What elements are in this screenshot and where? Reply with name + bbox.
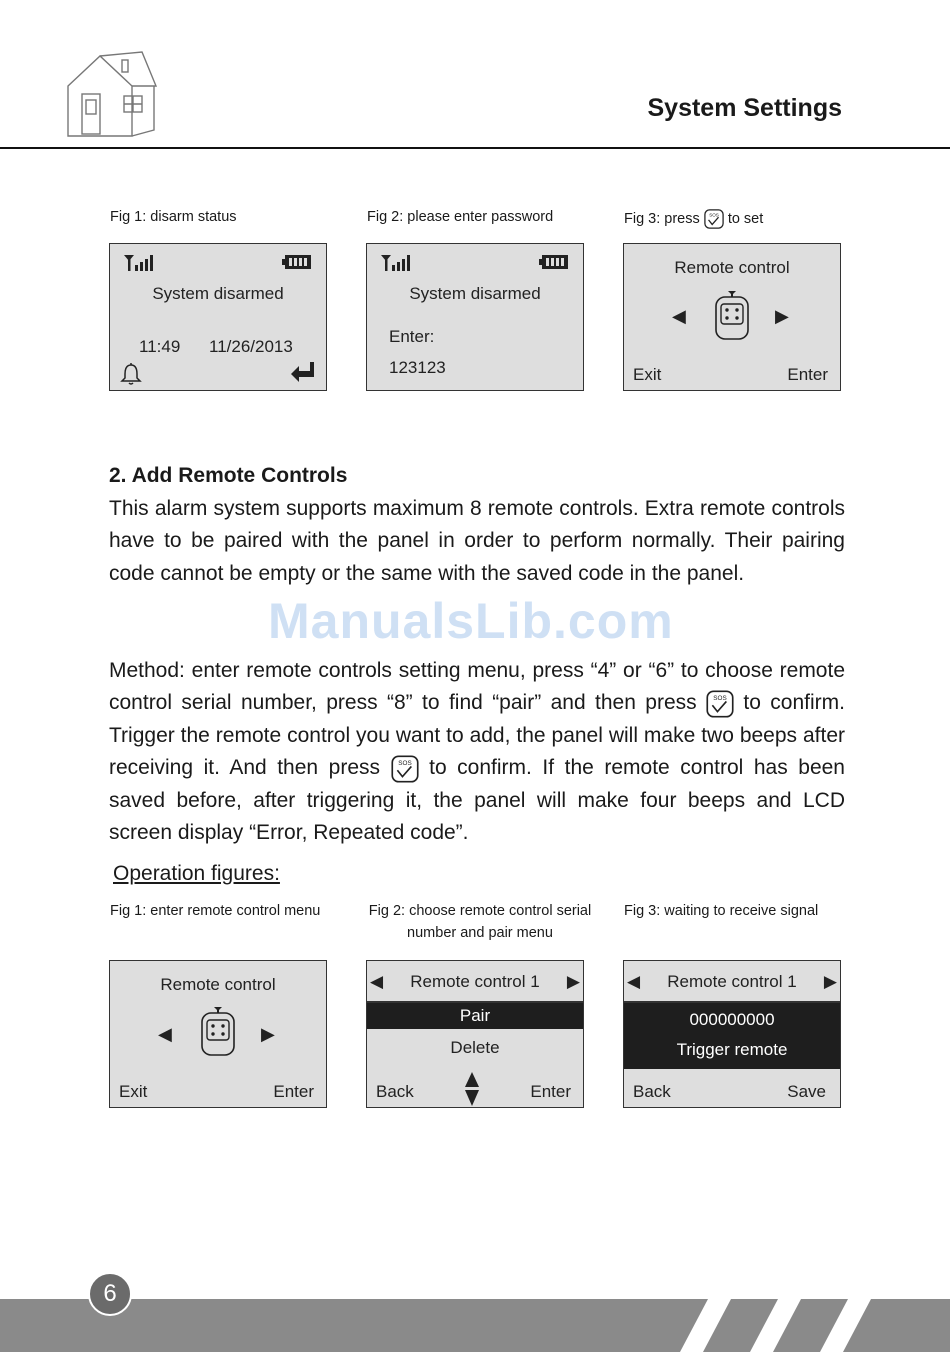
enter-softkey: Enter — [530, 1082, 571, 1101]
delete-option: Delete — [450, 1038, 500, 1057]
lcd-screen-waiting-signal — [623, 960, 841, 1108]
password-value: 123123 — [389, 358, 446, 377]
menu-title: Remote control 1 — [410, 972, 540, 991]
watermark: ManualsLib.com — [268, 593, 674, 649]
trigger-message: Trigger remote — [676, 1040, 788, 1059]
enter-label: Enter: — [389, 327, 435, 346]
enter-softkey: Enter — [273, 1082, 314, 1101]
back-softkey: Back — [376, 1082, 414, 1101]
sos-key-icon — [704, 209, 724, 229]
svg-text:SOS: SOS — [397, 759, 412, 767]
menu-title: Remote control — [160, 975, 276, 994]
section-heading: 2. Add Remote Controls — [109, 464, 348, 487]
status-text: System disarmed — [409, 284, 541, 303]
footer-bar — [0, 1299, 950, 1352]
lcd-screen-password — [366, 243, 584, 391]
method-text-2: to confirm. Trigger the remote control you want to add, the panel will make two beeps after receiving it. And then press — [109, 691, 845, 780]
status-text: System disarmed — [152, 284, 284, 303]
code-text: 000000000 — [689, 1010, 775, 1029]
enter-return-icon — [290, 360, 316, 384]
fig-caption: Fig 3: waiting to receive signal — [624, 903, 819, 919]
method-text-3: to confirm. If the remote control has been saved before, after triggering it, the panel will make four beeps and LCD screen display “Error, Repeated code”. — [109, 756, 845, 845]
svg-text:SOS: SOS — [708, 212, 719, 218]
header-divider — [0, 147, 950, 149]
remote-control-icon — [713, 291, 751, 341]
caption-line: number and pair menu — [407, 925, 553, 941]
fig-caption — [624, 209, 763, 229]
svg-text:SOS: SOS — [713, 695, 727, 703]
arrow-right-icon: ▶ — [261, 1024, 275, 1044]
page-title: System Settings — [647, 94, 842, 122]
lcd-screen-remote-menu — [623, 243, 841, 391]
battery-icon — [282, 254, 312, 270]
fig-caption: Fig 1: disarm status — [110, 209, 237, 225]
enter-softkey: Enter — [787, 365, 828, 384]
remote-control-icon — [199, 1007, 237, 1057]
exit-softkey: Exit — [633, 365, 662, 384]
save-softkey: Save — [787, 1082, 826, 1101]
arrow-left-icon: ◀ — [672, 306, 686, 326]
arrow-left-icon: ◀ — [158, 1024, 172, 1044]
signal-icon — [122, 253, 156, 273]
fig-caption: Fig 1: enter remote control menu — [110, 903, 321, 919]
caption-suffix: to set — [727, 210, 764, 227]
signal-icon — [379, 253, 413, 273]
battery-icon — [539, 254, 569, 270]
operation-figures-heading: Operation figures: — [113, 862, 280, 885]
page-number: 6 — [88, 1272, 132, 1316]
intro-paragraph: This alarm system supports maximum 8 remote controls. Extra remote controls have to be paired with the panel in order to perform normally. Their pairing code cannot be empty or the same with the saved code in the panel. — [109, 497, 845, 585]
pair-option: Pair — [459, 1006, 491, 1025]
lcd-screen-disarm — [109, 243, 327, 391]
caption-line: Fig 2: choose remote control serial — [368, 903, 592, 919]
exit-softkey: Exit — [119, 1082, 148, 1101]
sos-key-icon — [706, 690, 734, 718]
date-text: 11/26/2013 — [209, 337, 293, 356]
sos-key-icon — [391, 755, 419, 783]
lcd-screen-pair-menu — [366, 960, 584, 1108]
house-logo-icon — [60, 50, 160, 142]
method-paragraph — [109, 655, 845, 849]
arrow-left-icon: ◀ — [370, 972, 384, 991]
fig-caption — [362, 900, 598, 944]
time-text: 11:49 — [139, 337, 181, 356]
fig-caption: Fig 2: please enter password — [367, 209, 554, 225]
arrow-right-icon: ▶ — [775, 306, 789, 326]
method-text-1: Method: enter remote controls setting menu, press “4” or “6” to choose remote control serial number, press “8” to find “pair” and then press — [109, 659, 845, 715]
menu-title: Remote control — [674, 258, 790, 277]
lcd-screen-remote-menu — [109, 960, 327, 1108]
back-softkey: Back — [633, 1082, 671, 1101]
bell-icon — [120, 362, 142, 386]
menu-title: Remote control 1 — [667, 972, 797, 991]
arrow-right-icon: ▶ — [823, 972, 837, 991]
arrow-left-icon: ◀ — [627, 972, 641, 991]
arrow-right-icon: ▶ — [566, 972, 580, 991]
caption-prefix: Fig 3: press — [624, 210, 700, 227]
up-down-arrow-icon — [464, 1072, 480, 1106]
